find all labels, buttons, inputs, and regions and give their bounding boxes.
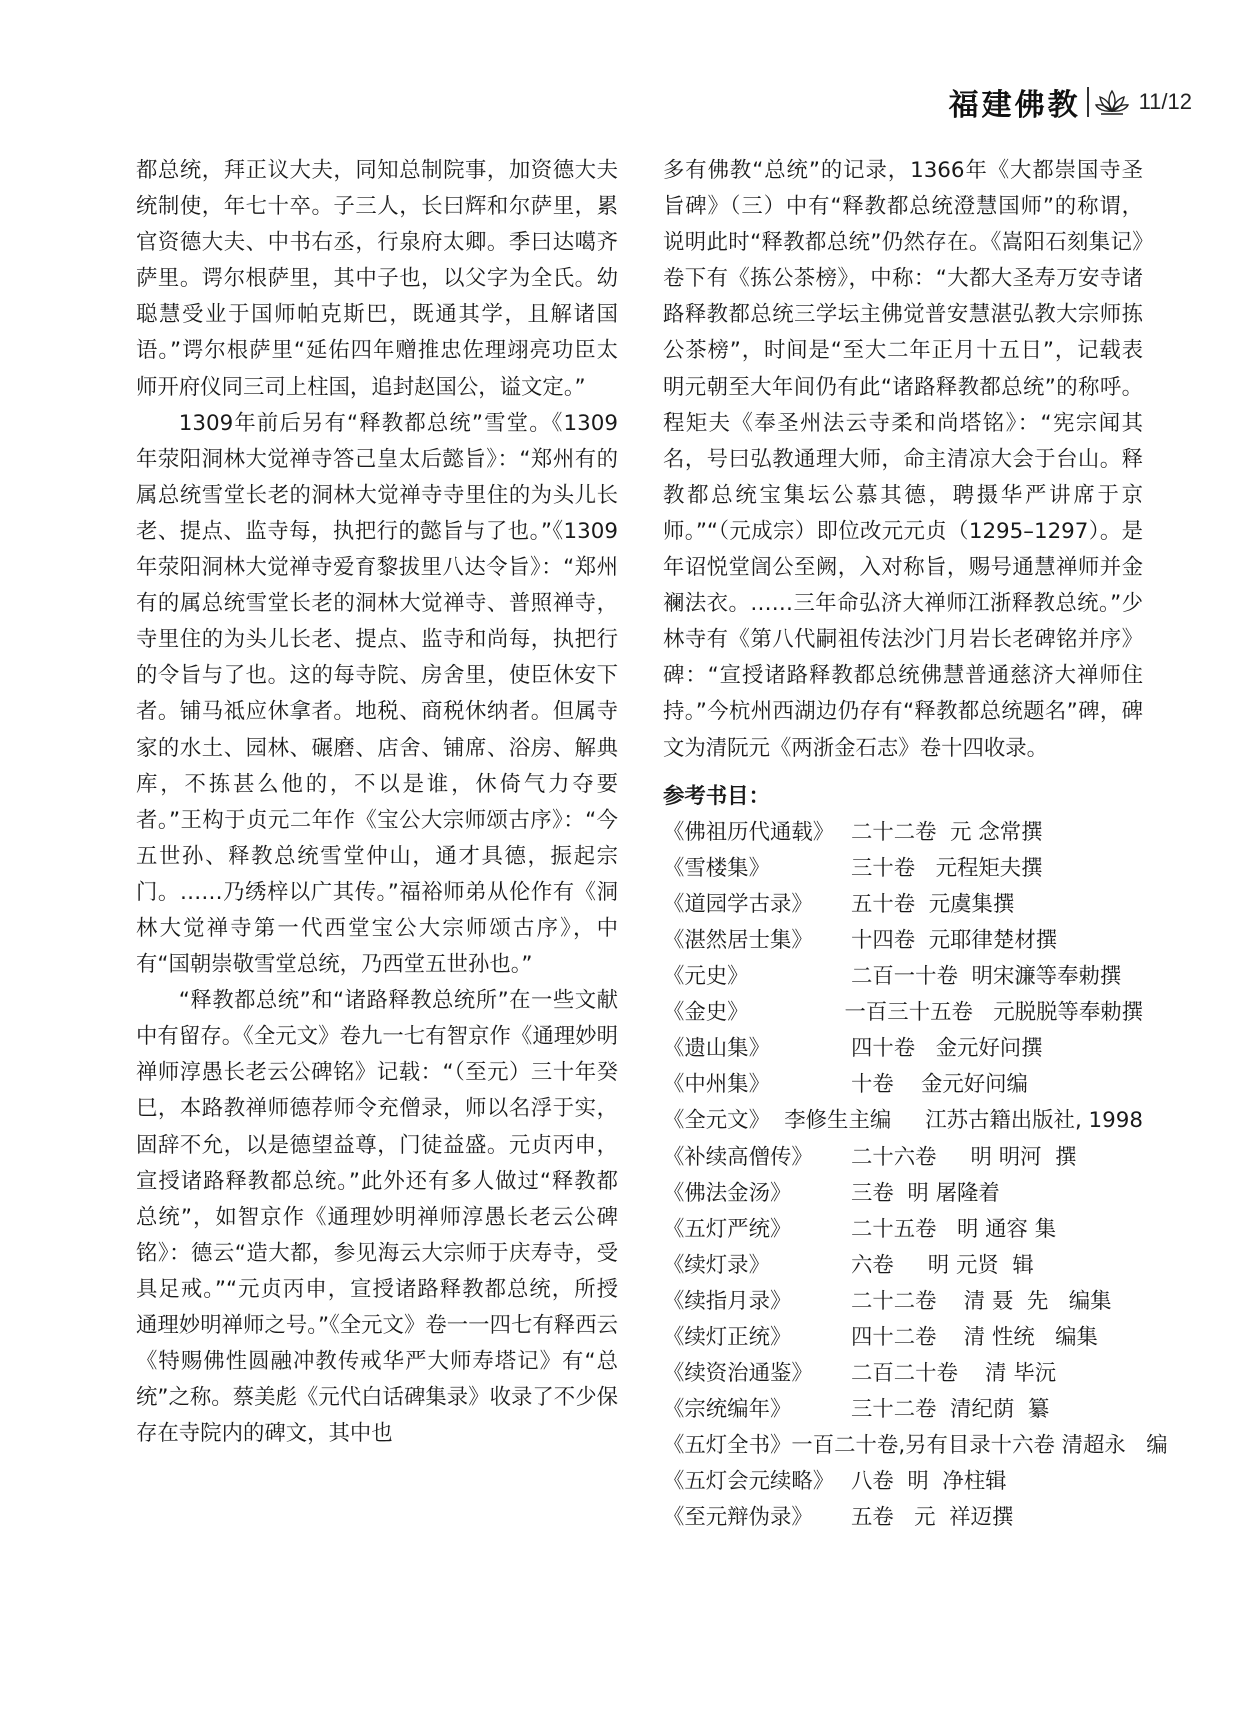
reference-item [663,1392,1143,1428]
reference-item [663,1248,1143,1284]
reference-detail: 二十二卷 元 念常撰 [851,819,1043,845]
reference-book: 《至元辩伪录》 [663,1505,813,1531]
reference-book: 《五灯会元续略》 [663,1469,835,1495]
reference-item [663,1067,1143,1103]
paragraph: 1309年前后另有“释教都总统”雪堂。《1309年荥阳洞林大觉禅寺答己皇太后懿旨》：“郑州有的属总统雪堂长老的洞林大觉禅寺寺里住的为头儿长老、提点、监寺每，执把行的懿旨与了也。”《1309年荥阳洞林大觉禅寺爱育黎拔里八达令旨》：“郑州有的属总统雪堂长老的洞林大觉禅寺、普照禅寺，寺里住的为头儿长老、提点、监寺和尚每，执把行的令旨与了也。这的每寺院、房舍里，使臣休安下者。铺马祗应休拿者。地税、商税休纳者。但属寺家的水土、园林、碾磨、店舍、铺席、浴房、解典库，不拣甚么他的，不以是谁，休倚气力夺要者。”王构于贞元二年作《宝公大宗师颂古序》：“今五世孙、释教总统雪堂仲山，通才具德，振起宗门。……乃绣梓以广其传。”福裕师弟从伦作有《洞林大觉禅寺第一代西堂宝公大宗师颂古序》，中有“国朝崇敬雪堂总统，乃西堂五世孙也。” [136,410,618,978]
reference-book: 《中州集》 [663,1072,770,1098]
page-number: 11/12 [1138,89,1192,114]
reference-item [663,1284,1143,1320]
reference-book: 《佛祖历代通载》 [663,819,835,845]
paragraph: 都总统，拜正议大夫，同知总制院事，加资德大夫统制使，年七十卒。子三人，长曰辉和尔萨里，累官资德大夫、中书右丞，行泉府太卿。季曰达噶齐萨里。谔尔根萨里，其中子也，以父字为全氏。幼聪慧受业于国师帕克斯巴，既通其学，且解诸国语。”谔尔根萨里“延佑四年赠推忠佐理翊亮功臣太师开府仪同三司上柱国，追封赵国公，谥文定。” [136,158,618,400]
reference-book: 《元史》 [663,964,749,990]
reference-book: 《佛法金汤》 [663,1180,792,1206]
reference-book: 《遗山集》 [663,1036,770,1062]
reference-detail: 十卷 金元好问编 [851,1072,1028,1098]
reference-detail: 李修生主编 江苏古籍出版社, 1998 [784,1108,1143,1134]
reference-book: 《续资治通鉴》 [663,1361,813,1387]
reference-book: 《道园学古录》 [663,891,813,917]
references-list [663,815,1168,1537]
reference-item [663,1103,1143,1139]
magazine-title: 福建佛教 [948,88,1081,123]
reference-item [663,1031,1143,1067]
reference-item [663,1428,1168,1464]
references-title: 参考书目： [663,783,770,809]
reference-item [663,887,1143,923]
reference-detail: 二十六卷 明 明河 撰 [851,1144,1077,1170]
reference-detail: 二十二卷 清 聂 先 编集 [851,1288,1112,1314]
lotus-icon [1095,87,1129,117]
page-header [949,82,1192,122]
reference-item [663,995,1143,1031]
paragraph: “释教都总统”和“诸路释教总统所”在一些文献中有留存。《全元文》卷九一七有智京作《通理妙明禅师淳愚长老云公碑铭》记载：“（至元）三十年癸巳，本路教禅师德荐师令充僧录，师以名浮于实，固辞不允，以是德望益尊，门徒益盛。元贞丙申，宣授诸路释教都总统。”此外还有多人做过“释教都总统”，如智京作《通理妙明禅师淳愚长老云公碑铭》：德云“造大都，参见海云大宗师于庆寿寺，受具足戒。”“元贞丙申，宣授诸路释教都总统，所授通理妙明禅师之号。”《全元文》卷一一四七有释西云《特赐佛性圆融冲教传戒华严大师寿塔记》有“总统”之称。蔡美彪《元代白话碑集录》收录了不少保存在寺院内的碑文，其中也 [136,988,618,1447]
reference-detail: 一百三十五卷 元脱脱等奉勅撰 [844,1000,1143,1026]
reference-book: 《全元文》 [663,1108,770,1134]
reference-book: 《宗统编年》 [663,1397,792,1423]
reference-item [663,1356,1143,1392]
reference-detail: 五卷 元 祥迈撰 [851,1505,1014,1531]
reference-item [663,923,1143,959]
left-column [136,153,618,1452]
reference-item [663,1500,1143,1536]
reference-book: 《五灯严统》 [663,1216,792,1242]
reference-item [663,815,1143,851]
reference-item [663,851,1143,887]
reference-detail: 二十五卷 明 通容 集 [851,1216,1057,1242]
reference-item [663,1212,1143,1248]
reference-book: 《续灯录》 [663,1252,770,1278]
reference-detail: 二百二十卷 清 毕沅 [851,1361,1057,1387]
paragraph: 多有佛教“总统”的记录，1366年《大都崇国寺圣旨碑》（三）中有“释教都总统澄慧国师”的称谓，说明此时“释教都总统”仍然存在。《嵩阳石刻集记》卷下有《拣公茶榜》，中称：“大都大圣寿万安寺诸路释教都总统三学坛主佛觉普安慧湛弘教大宗师拣公茶榜”，时间是“至大二年正月十五日”，记载表明元朝至大年间仍有此“诸路释教都总统”的称呼。程矩夫《奉圣州法云寺柔和尚塔铭》：“宪宗闻其名，号曰弘教通理大师，命主清凉大会于台山。释教都总统宝集坛公慕其德，聘摄华严讲席于京师。”“（元成宗）即位改元元贞（1295–1297）。是年诏悦堂訚公至阙，入对称旨，赐号通慧禅师并金襕法衣。……三年命弘济大禅师江浙释教总统。”少林寺有《第八代嗣祖传法沙门月岩长老碑铭并序》碑：“宣授诸路释教都总统佛慧普通慈济大禅师住持。”今杭州西湖边仍存有“释教都总统题名”碑，碑文为清阮元《两浙金石志》卷十四收录。 [663,158,1143,761]
reference-book: 《金史》 [663,1000,749,1026]
header-divider [1087,87,1089,117]
reference-book: 《湛然居士集》 [663,927,813,953]
reference-book: 《补续高僧传》 [663,1144,813,1170]
reference-detail: 四十二卷 清 性统 编集 [851,1325,1098,1350]
reference-detail: 一百二十卷,另有目录十六卷 清超永 编 [791,1433,1168,1459]
reference-detail: 二百一十卷 明宋濂等奉勅撰 [851,964,1122,990]
reference-detail: 五十卷 元虞集撰 [851,891,1015,917]
reference-item [663,1464,1143,1500]
reference-detail: 三卷 明 屠隆着 [851,1180,1000,1206]
reference-item [663,1176,1143,1212]
reference-detail: 三十二卷 清纪荫 纂 [851,1397,1050,1423]
reference-book: 《雪楼集》 [663,855,770,881]
reference-item [663,959,1143,995]
reference-detail: 六卷 明 元贤 辑 [851,1252,1034,1278]
reference-detail: 十四卷 元耶律楚材撰 [851,927,1058,953]
reference-book: 《续指月录》 [663,1288,792,1314]
right-column [663,153,1168,1537]
reference-detail: 八卷 明 净柱辑 [851,1469,1007,1495]
reference-book: 《五灯全书》 [663,1433,792,1459]
reference-detail: 三十卷 元程矩夫撰 [851,855,1043,881]
reference-item [663,1140,1143,1176]
reference-item [663,1320,1143,1356]
reference-book: 《续灯正统》 [663,1325,792,1350]
reference-detail: 四十卷 金元好问撰 [851,1036,1043,1062]
